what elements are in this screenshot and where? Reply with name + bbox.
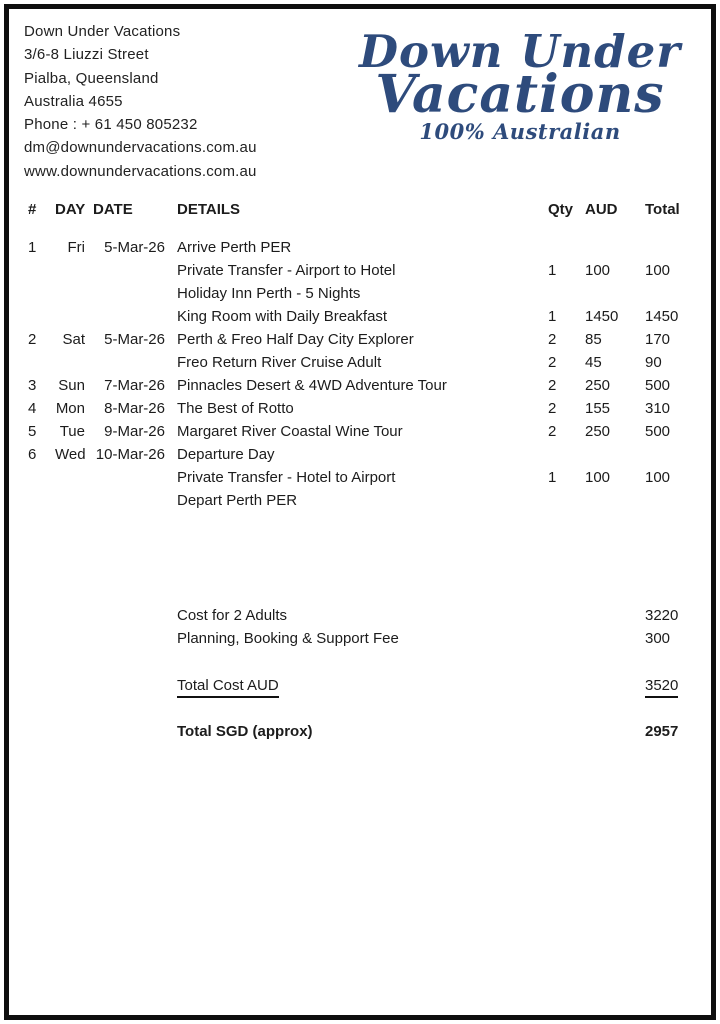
summary-label: Planning, Booking & Support Fee [177,630,399,647]
cell-aud: 155 [585,400,611,417]
cell-details: Margaret River Coastal Wine Tour [177,423,403,440]
itinerary-row [28,328,688,351]
cell-total [645,282,688,305]
address-line: Australia 4655 [24,92,123,110]
cell-total: 310 [645,400,671,417]
cell-date [85,259,165,282]
cell-total: 100 [645,469,671,486]
cell-aud [585,443,645,466]
cell-day: Wed [55,446,86,463]
cell-details: Holiday Inn Perth - 5 Nights [177,285,361,302]
logo-tagline: 100% Australian [419,119,621,144]
cell-total: 1450 [645,308,679,325]
cell-details: Departure Day [177,446,275,463]
itinerary-table [28,198,688,512]
itinerary-row [28,489,688,512]
logo-text-line1: Down Under [359,25,681,78]
header-details: DETAILS [177,201,241,218]
cell-num: 2 [28,331,37,348]
summary-row [177,627,697,650]
cell-date: 10-Mar-26 [95,446,165,463]
header-total: Total [645,201,680,218]
cell-date: 8-Mar-26 [104,400,165,417]
cell-day [55,282,85,305]
cell-date: 5-Mar-26 [104,239,165,256]
cell-qty: 2 [548,331,557,348]
itinerary-row [28,351,688,374]
cell-day: Sat [62,331,85,348]
cell-aud: 250 [585,423,611,440]
cell-aud: 250 [585,377,611,394]
cell-day [55,351,85,374]
company-address-block [24,20,257,183]
summary-label: Total Cost AUD [177,674,645,697]
itinerary-row [28,374,688,397]
phone-line: Phone : + 61 450 805232 [24,116,198,134]
cell-aud [585,489,645,512]
cell-total: 500 [645,423,671,440]
cell-day: Fri [67,239,85,256]
cell-qty: 1 [548,469,557,486]
itinerary-row [28,259,688,282]
cell-date [85,282,165,305]
email-line: dm@downundervacations.com.au [24,139,257,157]
header-num: # [28,201,37,218]
cell-num [28,259,55,282]
cell-details: Perth & Freo Half Day City Explorer [177,331,414,348]
cell-qty: 2 [548,354,557,371]
header-aud: AUD [585,201,618,218]
summary-value: 3520 [645,674,697,697]
logo-text-line2: Vacations [375,64,665,125]
header-qty: Qty [548,201,574,218]
cell-qty [548,282,585,305]
cell-num: 5 [28,423,37,440]
cell-num: 1 [28,239,37,256]
cell-total [645,236,688,259]
cell-aud [585,236,645,259]
cell-num [28,351,55,374]
summary-value: 2957 [645,723,679,740]
cell-num [28,282,55,305]
cell-total: 90 [645,354,662,371]
itinerary-row [28,466,688,489]
cell-num: 4 [28,400,37,417]
summary-label: Cost for 2 Adults [177,607,288,624]
summary-label: Total SGD (approx) [177,723,313,740]
cell-qty: 2 [548,400,557,417]
cell-day [55,489,85,512]
cell-num: 3 [28,377,37,394]
cell-date: 7-Mar-26 [104,377,165,394]
itinerary-row [28,420,688,443]
cell-aud: 1450 [585,308,619,325]
cell-details: King Room with Daily Breakfast [177,308,388,325]
cell-day [55,259,85,282]
cell-aud: 100 [585,262,611,279]
cell-details: Depart Perth PER [177,492,298,509]
cell-num [28,489,55,512]
itinerary-row [28,236,688,259]
cell-date [85,351,165,374]
cell-date: 5-Mar-26 [104,331,165,348]
cell-details: The Best of Rotto [177,400,294,417]
company-logo [352,25,688,144]
table-header-row [28,198,688,221]
cell-day: Mon [55,400,85,417]
summary-section [177,604,697,743]
address-line: Down Under Vacations [24,23,181,40]
summary-value: 300 [645,630,671,647]
summary-row [177,674,697,697]
cell-total [645,489,688,512]
cell-total: 100 [645,262,671,279]
cell-qty: 1 [548,308,557,325]
itinerary-row [28,397,688,420]
cell-day [55,305,85,328]
table-body [28,236,688,512]
address-line: Pialba, Queensland [24,69,159,87]
cell-details: Private Transfer - Airport to Hotel [177,262,396,279]
cell-details: Pinnacles Desert & 4WD Adventure Tour [177,377,447,394]
itinerary-row [28,305,688,328]
cell-day: Tue [59,423,85,440]
cell-date [85,466,165,489]
itinerary-row [28,282,688,305]
cell-aud: 85 [585,331,602,348]
cell-num: 6 [28,446,37,463]
cell-date: 9-Mar-26 [104,423,165,440]
cell-date [85,305,165,328]
cell-qty: 1 [548,262,557,279]
cell-total: 170 [645,331,671,348]
cell-details: Freo Return River Cruise Adult [177,354,382,371]
cell-qty [548,443,585,466]
address-line: 3/6-8 Liuzzi Street [24,46,149,64]
itinerary-row [28,443,688,466]
cell-details: Private Transfer - Hotel to Airport [177,469,396,486]
cell-date [85,489,165,512]
cell-qty [548,489,585,512]
cell-qty: 2 [548,423,557,440]
cell-day [55,466,85,489]
cell-num [28,466,55,489]
cell-aud: 100 [585,469,611,486]
cell-num [28,305,55,328]
cell-qty: 2 [548,377,557,394]
summary-value: 3220 [645,607,679,624]
cell-total [645,443,688,466]
cell-aud [585,282,645,305]
cell-total: 500 [645,377,671,394]
header-date: DATE [93,201,133,218]
website-line: www.downundervacations.com.au [24,162,257,180]
summary-row [177,604,697,627]
cell-qty [548,236,585,259]
cell-aud: 45 [585,354,602,371]
header-day: DAY [55,201,86,218]
cell-day: Sun [58,377,85,394]
cell-details: Arrive Perth PER [177,239,292,256]
summary-row [177,720,697,743]
